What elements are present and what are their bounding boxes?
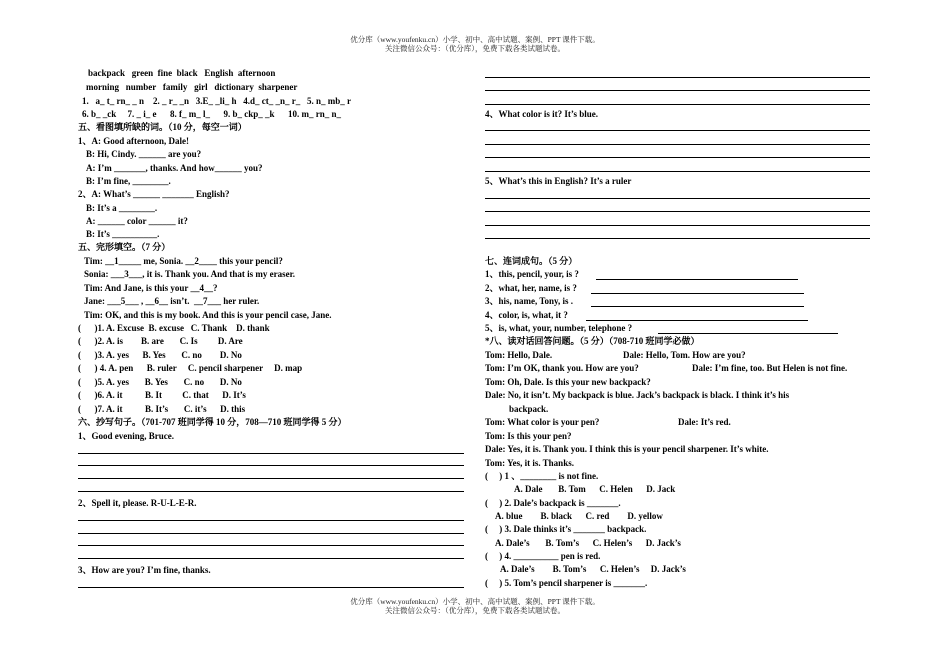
dialog1-line-c: A: I’m _______, thanks. And how______ you? <box>86 163 263 173</box>
cloze-line-3: Tim: And Jane, is this your __4__? <box>84 283 218 293</box>
copy-sentence-2: 2、Spell it, please. R-U-L-E-R. <box>78 498 197 508</box>
writing-line[interactable] <box>485 130 870 131</box>
writing-line[interactable] <box>78 533 464 534</box>
reorder-question-2: 2、what, her, name, is ? <box>485 283 577 293</box>
reorder-question-4: 4、color, is, what, it ? <box>485 310 568 320</box>
word-bank-row2: morning number family girl dictionary sharpener <box>86 82 298 92</box>
writing-line[interactable] <box>78 558 464 559</box>
cloze-option-2: ( )2. A. is B. are C. Is D. Are <box>78 336 243 346</box>
writing-line[interactable] <box>485 104 870 105</box>
page-footer-line2: 关注微信公众号：（优分库），免费下载各类试题试卷。 <box>385 606 565 615</box>
dialog-line-7: Dale: Yes, it is. Thank you. I think this is your pencil sharpener. It’s white. <box>485 444 769 454</box>
dialog1-line-a: 1、A: Good afternoon, Dale! <box>78 136 189 146</box>
writing-line[interactable] <box>485 238 870 239</box>
page-header-line2: 关注微信公众号：（优分库），免费下载各类试题试卷。 <box>385 44 565 53</box>
reorder-question-1: 1、this, pencil, your, is ? <box>485 269 579 279</box>
cloze-option-4: ( ) 4. A. pen B. ruler C. pencil sharpener D. map <box>78 363 303 373</box>
writing-line[interactable] <box>78 491 464 492</box>
question-1-options: A. Dale B. Tom C. Helen D. Jack <box>514 484 676 494</box>
section-7-title: 七、连词成句。（5 分） <box>485 256 578 266</box>
reorder-question-5: 5、is, what, your, number, telephone ? <box>485 323 633 333</box>
answer-line[interactable] <box>591 293 804 294</box>
question-4-options: A. Dale’s B. Tom’s C. Helen’s D. Jack’s <box>500 564 686 574</box>
cloze-line-5: Tim: OK, and this is my book. And this is your pencil case, Jane. <box>84 310 332 320</box>
question-1: ( ) 1 、________ is not fine. <box>485 471 599 481</box>
section-6-title: 六、抄写句子。（701-707 班同学得 10 分，708—710 班同学得 5 分） <box>78 417 347 427</box>
cloze-option-3: ( )3. A. yes B. Yes C. no D. No <box>78 350 242 360</box>
cloze-option-6: ( )6. A. it B. It C. that D. It’s <box>78 390 246 400</box>
copy-sentence-4: 4、What color is it? It’s blue. <box>485 109 599 119</box>
cloze-line-2: Sonia: ___3___, it is. Thank you. And that is my eraser. <box>84 269 296 279</box>
dialog2-line-d: B: It’s __________. <box>86 229 160 239</box>
writing-line[interactable] <box>485 77 870 78</box>
writing-line[interactable] <box>485 144 870 145</box>
question-4: ( ) 4. __________ pen is red. <box>485 551 601 561</box>
writing-line[interactable] <box>485 90 870 91</box>
cloze-option-7: ( )7. A. it B. It’s C. it’s D. this <box>78 404 246 414</box>
dialog-line-1b: Dale: Hello, Tom. How are you? <box>623 350 746 360</box>
dialog-line-3: Tom: Oh, Dale. Is this your new backpack? <box>485 377 651 387</box>
dialog-line-2b: Dale: I’m fine, too. But Helen is not fine. <box>692 363 848 373</box>
dialog-line-2a: Tom: I’m OK, thank you. How are you? <box>485 363 639 373</box>
writing-line[interactable] <box>485 157 870 158</box>
cloze-option-5: ( )5. A. yes B. Yes C. no D. No <box>78 377 242 387</box>
copy-sentence-5: 5、What’s this in English? It’s a ruler <box>485 176 632 186</box>
writing-line[interactable] <box>78 453 464 454</box>
dialog2-line-a: 2、A: What’s ______ _______ English? <box>78 189 230 199</box>
dialog1-line-d: B: I’m fine, ________. <box>86 176 171 186</box>
answer-line[interactable] <box>658 333 838 334</box>
page-header-line1: 优分库（www.youfenku.cn）小学、初中、高中试题、案例、PPT 课件下载。 <box>350 35 600 44</box>
cloze-title: 五、完形填空。（7 分） <box>78 242 171 252</box>
dialog-line-5a: Tom: What color is your pen? <box>485 417 600 427</box>
question-3: ( ) 3. Dale thinks it’s _______ backpack. <box>485 524 647 534</box>
reorder-question-3: 3、his, name, Tony, is . <box>485 296 574 306</box>
answer-line[interactable] <box>586 320 808 321</box>
dialog1-line-b: B: Hi, Cindy. ______ are you? <box>86 149 202 159</box>
page-footer-line1: 优分库（www.youfenku.cn）小学、初中、高中试题、案例、PPT 课件下载。 <box>350 597 600 606</box>
writing-line[interactable] <box>78 478 464 479</box>
cloze-option-1: ( )1. A. Excuse B. excuse C. Thank D. thank <box>78 323 270 333</box>
spelling-row2: 6. b_ _ck 7. _ i_ e 8. f_ m_ l_ 9. b_ ckp_ _k 10. m_ rn_ n_ <box>82 109 342 119</box>
dialog-line-6: Tom: Is this your pen? <box>485 431 572 441</box>
copy-sentence-1: 1、Good evening, Bruce. <box>78 431 174 441</box>
cloze-line-4: Jane: ___5___ , __6__ isn’t. __7___ her ruler. <box>84 296 260 306</box>
answer-line[interactable] <box>591 306 804 307</box>
dialog2-line-c: A: ______ color ______ it? <box>86 216 188 226</box>
section-8-title: *八、读对话回答问题。（5 分）（708-710 班同学必做） <box>485 336 700 346</box>
writing-line[interactable] <box>78 465 464 466</box>
word-bank-row1: backpack green fine black English afternoon <box>88 68 276 78</box>
dialog-line-4: Dale: No, it isn’t. My backpack is blue. Jack’s backpack is black. I think it’s his <box>485 390 790 400</box>
answer-line[interactable] <box>596 279 798 280</box>
spelling-row1: 1. a_ t_ rn_ _ n 2. _ r_ _n 3.E_ _li_ h 4.d_ ct_ _n_ r_ 5. n_ mb_ r <box>82 96 352 106</box>
dialog-line-8: Tom: Yes, it is. Thanks. <box>485 458 574 468</box>
writing-line[interactable] <box>78 545 464 546</box>
dialog-line-5b: Dale: It’s red. <box>678 417 731 427</box>
dialog-line-1a: Tom: Hello, Dale. <box>485 350 553 360</box>
question-2: ( ) 2. Dale’s backpack is _______. <box>485 498 621 508</box>
dialog-line-4-cont: backpack. <box>509 404 549 414</box>
question-5: ( ) 5. Tom’s pencil sharpener is _______. <box>485 578 648 588</box>
writing-line[interactable] <box>485 211 870 212</box>
writing-line[interactable] <box>485 225 870 226</box>
dialog2-line-b: B: It’s a ________. <box>86 203 158 213</box>
writing-line[interactable] <box>78 520 464 521</box>
section-5-title: 五、看图填所缺的词。（10 分，每空一词） <box>78 122 247 132</box>
copy-sentence-3: 3、How are you? I’m fine, thanks. <box>78 565 211 575</box>
writing-line[interactable] <box>485 171 870 172</box>
question-2-options: A. blue B. black C. red D. yellow <box>495 511 663 521</box>
writing-line[interactable] <box>485 198 870 199</box>
writing-line[interactable] <box>78 587 464 588</box>
question-3-options: A. Dale’s B. Tom’s C. Helen’s D. Jack’s <box>495 538 681 548</box>
cloze-line-1: Tim: __1_____ me, Sonia. __2____ this your pencil? <box>84 256 283 266</box>
